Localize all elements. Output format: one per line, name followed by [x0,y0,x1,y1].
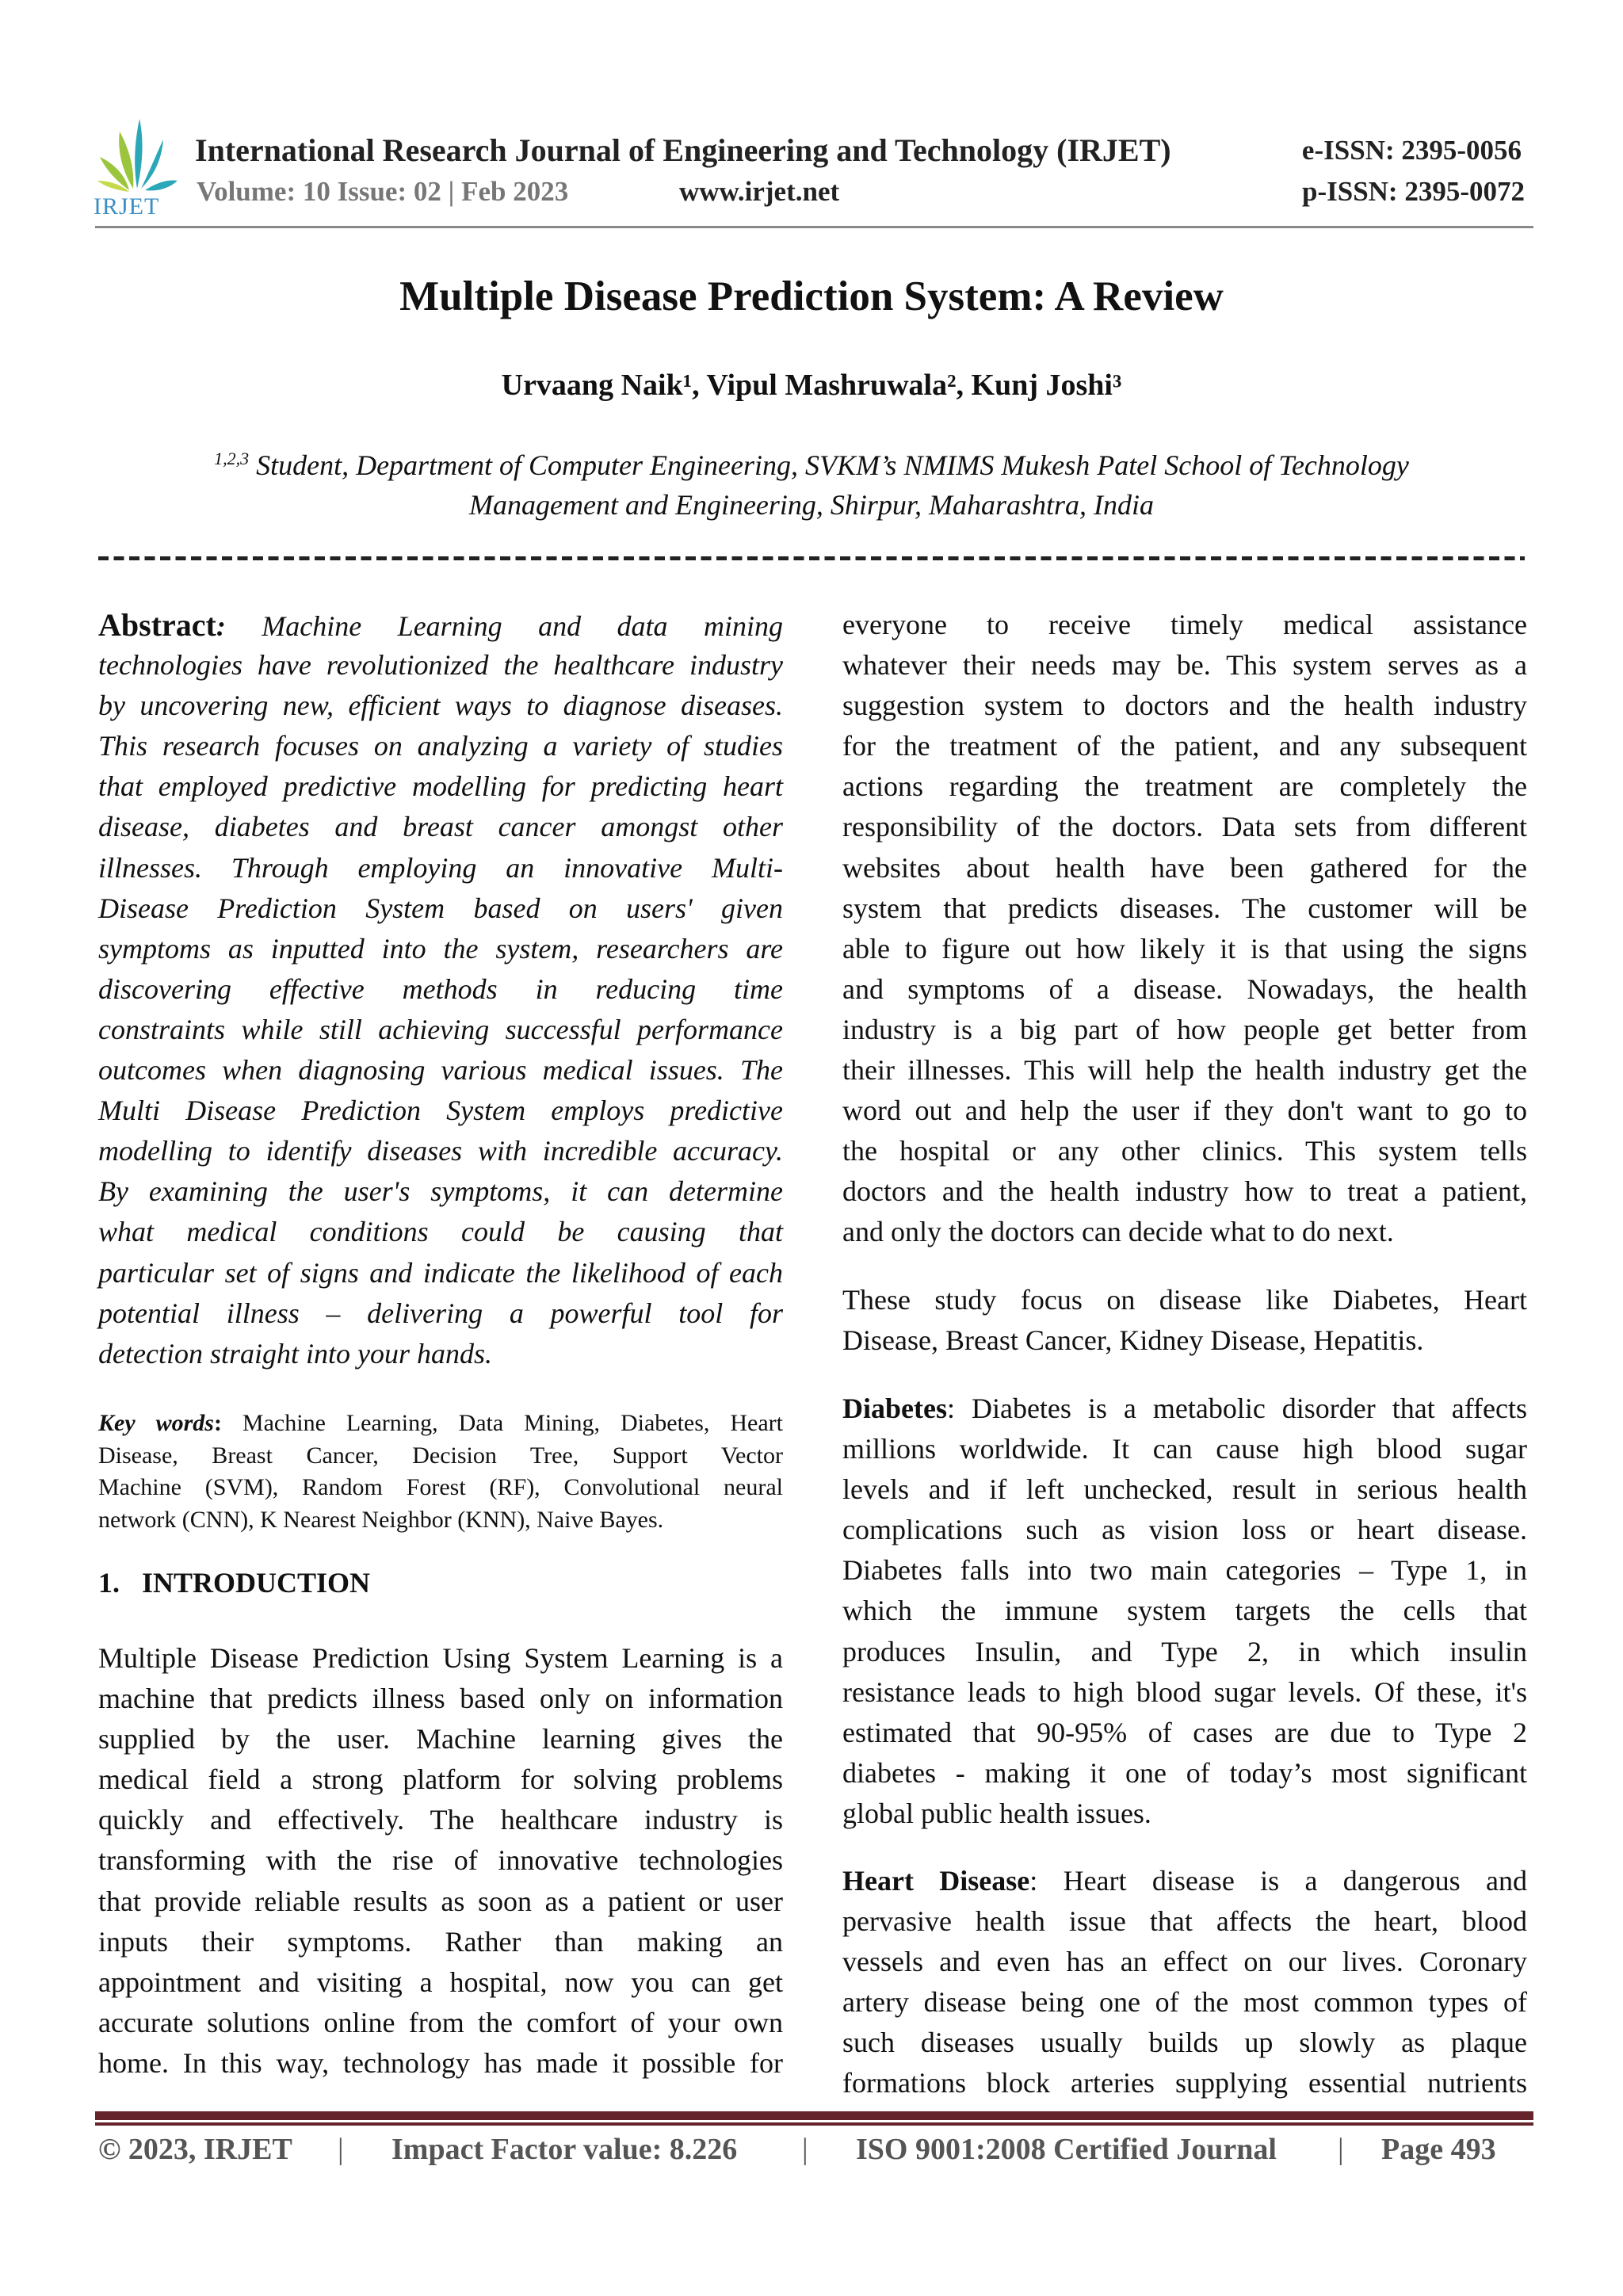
keywords [98,1408,783,1537]
paragraph-line: Disease, Breast Cancer, Kidney Disease, Hepatitis. [842,1324,1424,1357]
heart-disease-label: Heart Disease [842,1865,1030,1897]
paragraph-line: responsibility of the doctors. Data sets from different [842,811,1527,843]
introduction-line: accurate solutions online from the comfort of your own [98,2006,783,2038]
e-issn: e-ISSN: 2395-0056 [1301,135,1522,166]
footer-bar-thick [95,2111,1533,2120]
paragraph-line: the hospital or any other clinics. This system tells [842,1135,1527,1167]
paragraph-line: suggestion system to doctors and the health industry [842,690,1527,722]
abstract [98,605,783,1374]
abstract-line: illnesses. Through employing an innovative Multi- [98,851,783,884]
abstract-line: outcomes when diagnosing various medical issues. The [98,1054,783,1087]
abstract-text: Machine Learning and data mining [225,610,783,642]
heart-disease-paragraph [842,1861,1527,2104]
paragraph-line: word out and help the user if they don't want to go to [842,1095,1527,1127]
introduction-line: quickly and effectively. The healthcare industry is [98,1804,783,1836]
keywords-colon: : [213,1410,222,1436]
footer-page-number: Page 493 [1381,2133,1496,2166]
abstract-line: disease, diabetes and breast cancer amongst other [98,811,783,843]
keywords-line: Disease, Breast Cancer, Decision Tree, Support Vector [98,1442,783,1469]
abstract-line: by uncovering new, efficient ways to diagnose diseases. [98,690,783,722]
paragraph-line: for the treatment of the patient, and any subsequent [842,730,1527,762]
abstract-line: discovering effective methods in reducing time [98,972,783,1005]
introduction-line: home. In this way, technology has made it possible for [98,2046,783,2079]
heart-line: such diseases usually builds up slowly as plaque [842,2027,1527,2059]
irjet-logo [94,117,181,220]
paper-title: Multiple Disease Prediction System: A Review [399,273,1224,319]
abstract-line: symptoms as inputted into the system, researchers are [98,932,783,965]
diabetes-line: millions worldwide. It can cause high blood sugar [842,1433,1527,1465]
affiliation-line-2: Management and Engineering, Shirpur, Maharashtra, India [469,489,1154,521]
paragraph-line: whatever their needs may be. This system serves as a [842,649,1527,682]
paragraph-line: industry is a big part of how people get better from [842,1013,1527,1045]
abstract-line: what medical conditions could be causing that [98,1216,783,1248]
affiliation-line-1 [0,449,1623,482]
logo-text: IRJET [94,193,160,220]
abstract-line: Disease Prediction System based on users' given [98,892,783,924]
abstract-line [98,605,783,645]
diabetes-line: diabetes - making it one of today’s most significant [842,1756,1527,1789]
footer-bar-thin [95,2122,1533,2126]
footer-separator: | [802,2133,808,2166]
affiliation-text: Student, Department of Computer Engineering, SVKM’s NMIMS Mukesh Patel School of Technology [256,449,1409,481]
website-link[interactable]: www.irjet.net [679,176,840,207]
abstract-line: detection straight into your hands. [98,1337,492,1370]
dashed-divider [98,556,1525,560]
diabetes-line: produces Insulin, and Type 2, in which insulin [842,1635,1527,1668]
diabetes-paragraph [842,1389,1527,1834]
paragraph-line: These study focus on disease like Diabetes, Heart [842,1284,1527,1316]
section-number: 1. [98,1567,120,1599]
abstract-line: technologies have revolutionized the healthcare industry [98,649,783,682]
paragraph-line: websites about health have been gathered for the [842,851,1527,884]
introduction-paragraph [98,1638,783,2084]
keywords-line [98,1408,783,1440]
abstract-line: constraints while still achieving successful performance [98,1013,783,1045]
footer-impact-factor: Impact Factor value: 8.226 [391,2133,738,2166]
abstract-line: that employed predictive modelling for predicting heart [98,770,783,803]
heart-line [842,1861,1527,1901]
paragraph-line: their illnesses. This will help the health industry get the [842,1054,1527,1087]
diabetes-line: resistance leads to high blood sugar levels. Of these, it's [842,1675,1527,1708]
paragraph-line: able to figure out how likely it is that using the signs [842,932,1527,965]
abstract-line: potential illness – delivering a powerful tool for [98,1297,783,1329]
introduction-line: that provide reliable results as soon as a patient or user [98,1885,783,1917]
keywords-line: Machine (SVM), Random Forest (RF), Convolutional neural [98,1474,783,1501]
heart-line: artery disease being one of the most common types of [842,1986,1527,2019]
diabetes-label: Diabetes [842,1392,947,1424]
diabetes-line [842,1389,1527,1429]
keywords-line: network (CNN), K Nearest Neighbor (KNN), Naive Bayes. [98,1507,664,1534]
introduction-line: transforming with the rise of innovative technologies [98,1844,783,1877]
diabetes-line: estimated that 90-95% of cases are due to Type 2 [842,1716,1527,1748]
diabetes-text: : Diabetes is a metabolic disorder that affects [946,1392,1527,1424]
paragraph-line: system that predicts diseases. The customer will be [842,892,1527,924]
authors: Urvaang Naik¹, Vipul Mashruwala², Kunj Joshi³ [501,369,1122,402]
footer-iso: ISO 9001:2008 Certified Journal [856,2133,1277,2166]
section-title: INTRODUCTION [142,1567,371,1599]
diabetes-line: complications such as vision loss or heart disease. [842,1514,1527,1546]
diabetes-line: Diabetes falls into two main categories – Type 1, in [842,1554,1527,1587]
footer-separator: | [1338,2133,1344,2166]
diabetes-line: global public health issues. [842,1797,1151,1829]
right-paragraph-2 [842,1280,1527,1361]
paragraph-line: doctors and the health industry how to treat a patient, [842,1175,1527,1208]
journal-name: International Research Journal of Engineering and Technology (IRJET) [195,132,1171,168]
right-paragraph-1 [842,605,1527,1253]
keywords-text: Machine Learning, Data Mining, Diabetes, Heart [221,1410,784,1436]
section-heading-introduction [98,1566,370,1599]
heart-line: vessels and even has an effect on our lives. Coronary [842,1946,1527,1978]
abstract-line: By examining the user's symptoms, it can determine [98,1175,783,1208]
affiliation-sup: 1,2,3 [214,449,250,468]
introduction-line: medical field a strong platform for solving problems [98,1763,783,1796]
diabetes-line: levels and if left unchecked, result in serious health [842,1473,1527,1506]
volume-issue: Volume: 10 Issue: 02 | Feb 2023 [197,176,569,207]
footer-separator: | [338,2133,344,2166]
abstract-colon: : [216,610,226,642]
introduction-line: supplied by the user. Machine learning gives the [98,1723,783,1755]
p-issn: p-ISSN: 2395-0072 [1301,176,1525,207]
abstract-line: modelling to identify diseases with incredible accuracy. [98,1135,783,1167]
heart-text: : Heart disease is a dangerous and [1029,1865,1527,1897]
heart-line: formations block arteries supplying essential nutrients [842,2067,1527,2099]
heart-line: pervasive health issue that affects the heart, blood [842,1905,1527,1938]
paragraph-line: and symptoms of a disease. Nowadays, the health [842,972,1527,1005]
introduction-line: appointment and visiting a hospital, now you can get [98,1966,783,1998]
abstract-line: This research focuses on analyzing a variety of studies [98,730,783,762]
header-rule [95,226,1533,228]
abstract-line: Multi Disease Prediction System employs predictive [98,1095,783,1127]
introduction-line: Multiple Disease Prediction Using System Learning is a [98,1642,783,1674]
introduction-line: inputs their symptoms. Rather than making an [98,1925,783,1958]
paragraph-line: everyone to receive timely medical assistance [842,609,1527,640]
logo-leaves-icon [94,117,181,193]
paragraph-line: actions regarding the treatment are completely the [842,770,1527,803]
keywords-label: Key words [98,1410,214,1436]
footer-copyright: © 2023, IRJET [98,2133,292,2166]
paragraph-line: and only the doctors can decide what to do next. [842,1216,1394,1248]
abstract-label: Abstract [98,607,216,643]
introduction-line: machine that predicts illness based only on information [98,1683,783,1715]
abstract-line: particular set of signs and indicate the likelihood of each [98,1256,783,1289]
diabetes-line: which the immune system targets the cells that [842,1595,1527,1627]
